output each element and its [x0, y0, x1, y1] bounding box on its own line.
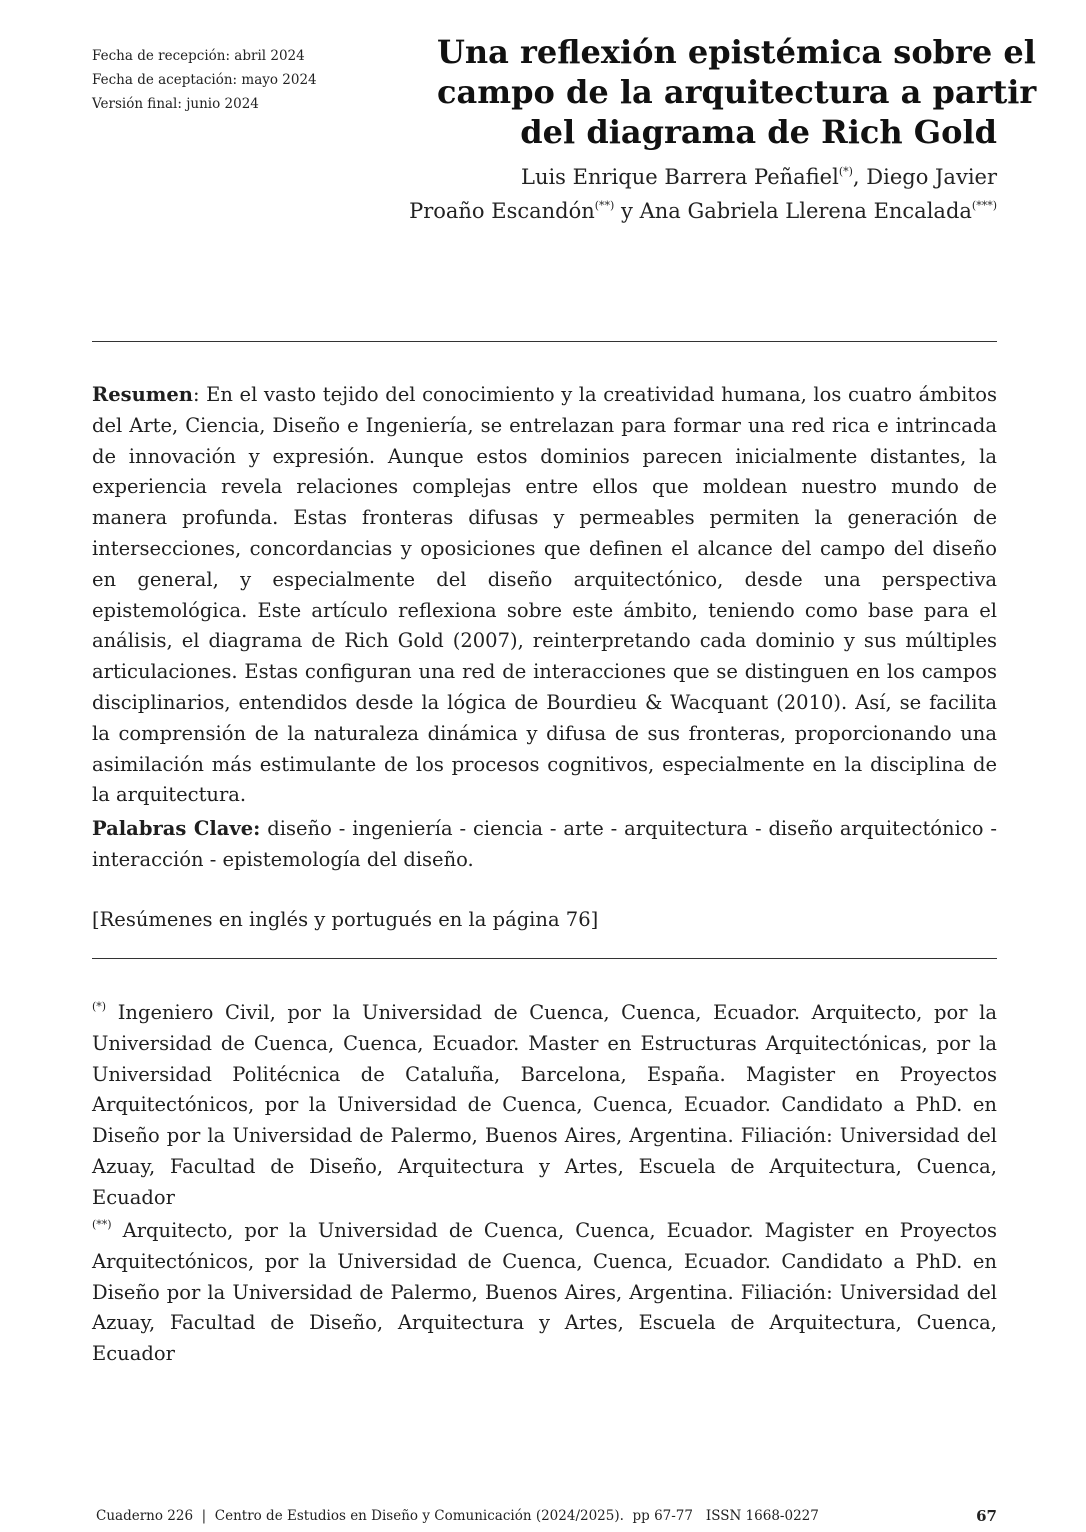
title-line-2: campo de la arquitectura a partir — [437, 73, 1037, 111]
author-1-footnote-mark: (*) — [838, 165, 853, 178]
accepted-date: Fecha de aceptación: mayo 2024 — [92, 72, 317, 88]
received-date: Fecha de recepción: abril 2024 — [92, 48, 305, 64]
footnote-2-text: Arquitecto, por la Universidad de Cuenca, Cuenca, Ecuador. Magister en Proyectos Arquitectónicos, por la Universidad de Cuenca, Cuenca, Ecuador. Candidato a PhD. en Diseño por la Universidad de Palermo, Buenos Aires, Argentina. Filiación: Universidad del Azuay, Facultad de Diseño, Arquitectura y Artes, Escuela de Arquitectura, Cuenca, Ecuador — [92, 1219, 997, 1366]
author-line-1 — [297, 160, 997, 194]
keywords-label: Palabras Clave: — [92, 817, 261, 840]
author-3-footnote-mark: (***) — [971, 199, 997, 212]
page-footer — [96, 1506, 997, 1526]
author-2-name: Proaño Escandón — [409, 199, 595, 223]
title-line-3: del diagrama de Rich Gold — [520, 113, 997, 151]
author-list — [297, 160, 997, 228]
keywords-text: diseño - ingeniería - ciencia - arte - arquitectura - diseño arquitectónico - interacción - epistemología del diseño. — [92, 817, 997, 871]
author-separator-2: y Ana Gabriela Llerena Encalada — [614, 199, 972, 223]
author-line-2 — [297, 194, 997, 228]
abstract-paragraph — [92, 380, 997, 811]
final-version-date: Versión final: junio 2024 — [92, 96, 259, 112]
reception-dates — [92, 44, 317, 116]
footnote-2 — [92, 1216, 997, 1370]
footer-citation: Cuaderno 226 | Centro de Estudios en Diseño y Comunicación (2024/2025). pp 67-77 ISSN 1668-0227 — [96, 1508, 819, 1524]
keywords-paragraph — [92, 814, 997, 876]
footnote-1-mark: (*) — [92, 1000, 107, 1013]
top-divider — [92, 341, 997, 342]
title-line-1: Una reflexión epistémica sobre el — [437, 33, 1036, 71]
abstract-label: Resumen — [92, 383, 193, 406]
footnote-2-mark: (**) — [92, 1218, 112, 1231]
footnote-1-text: Ingeniero Civil, por la Universidad de Cuenca, Cuenca, Ecuador. Arquitecto, por la Universidad de Cuenca, Cuenca, Ecuador. Master en Estructuras Arquitectónicas, por la Universidad Politécnica de Cataluña, Barcelona, España. Magister en Proyectos Arquitectónicos, por la Universidad de Cuenca, Cuenca, Ecuador. Candidato a PhD. en Diseño por la Universidad de Palermo, Buenos Aires, Argentina. Filiación: Universidad del Azuay, Facultad de Diseño, Arquitectura y Artes, Escuela de Arquitectura, Cuenca, Ecuador — [92, 1001, 997, 1209]
footnote-1 — [92, 998, 997, 1214]
abstract-text: : En el vasto tejido del conocimiento y la creatividad humana, los cuatro ámbitos del Arte, Ciencia, Diseño e Ingeniería, se entrelazan para formar una red rica e intrincada de innovación y expresión. Aunque estos dominios parecen inicialmente distantes, la experiencia revela relaciones complejas entre ellos que moldean nuestro mundo de manera profunda. Estas fronteras difusas y permeables permiten la generación de intersecciones, concordancias y oposiciones que definen el alcance del campo del diseño en general, y especialmente del diseño arquitectónico, desde una perspectiva epistemológica. Este artículo reflexiona sobre este ámbito, teniendo como base para el análisis, el diagrama de Rich Gold (2007), reinterpretando cada dominio y sus múltiples articulaciones. Estas configuran una red de interacciones que se distinguen en los campos disciplinarios, entendidos desde la lógica de Bourdieu & Wacquant (2010). Así, se facilita la comprensión de la naturaleza dinámica y difusa de sus fronteras, proporcionando una asimilación más estimulante de los procesos cognitivos, especialmente en la disciplina de la arquitectura. — [92, 383, 997, 807]
author-separator-1: , Diego Javier — [852, 165, 997, 189]
article-title — [437, 32, 1037, 152]
author-2-footnote-mark: (**) — [594, 199, 615, 212]
page-number: 67 — [976, 1507, 997, 1525]
author-1-name: Luis Enrique Barrera Peñafiel — [521, 165, 839, 189]
summaries-note: [Resúmenes en inglés y portugués en la página 76] — [92, 908, 599, 931]
footnote-divider — [92, 958, 997, 959]
